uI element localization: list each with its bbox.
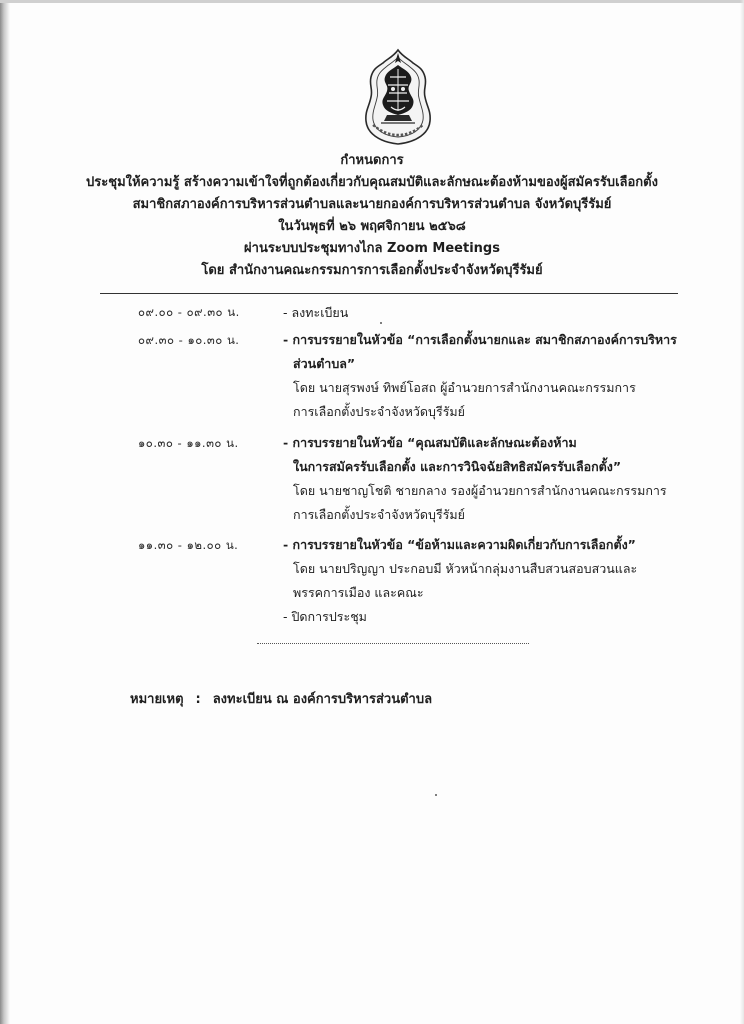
- schedule-item-lecture-2-speaker-cont: การเลือกตั้งประจำจังหวัดบุรีรัมย์: [293, 507, 465, 522]
- meeting-description-line-1: ประชุมให้ความรู้ สร้างความเข้าใจที่ถูกต้องเกี่ยวกับคุณสมบัติและลักษณะต้องห้ามของผู้สมัครรับเลือกตั้ง: [86, 175, 658, 190]
- header-divider: [100, 293, 678, 294]
- schedule-item-closing: - ปิดการประชุม: [283, 609, 367, 624]
- scan-edge-top: [0, 0, 744, 3]
- remark-label: หมายเหตุ: [130, 692, 184, 707]
- meeting-organizer: โดย สำนักงานคณะกรรมการการเลือกตั้งประจำจังหวัดบุรีรัมย์: [201, 263, 543, 278]
- scan-speck: [380, 322, 382, 324]
- schedule-item-registration: - ลงทะเบียน: [283, 305, 349, 320]
- remark-text: ลงทะเบียน ณ องค์การบริหารส่วนตำบล: [212, 692, 433, 707]
- meeting-platform: ผ่านระบบประชุมทางไกล Zoom Meetings: [244, 241, 500, 256]
- schedule-item-lecture-2-topic-cont: ในการสมัครรับเลือกตั้ง และการวินิจฉัยสิทธิสมัครรับเลือกตั้ง”: [293, 459, 622, 474]
- end-dotted-line: [257, 643, 529, 644]
- schedule-item-lecture-3-topic: - การบรรยายในหัวข้อ “ข้อห้ามและความผิดเกี่ยวกับการเลือกตั้ง”: [283, 537, 636, 552]
- schedule-time-2: ๐๙.๓๐ - ๑๐.๓๐ น.: [138, 333, 240, 347]
- schedule-item-lecture-1-speaker: โดย นายสุรพงษ์ ทิพย์โอสถ ผู้อำนวยการสำนักงานคณะกรรมการ: [293, 380, 636, 395]
- schedule-time-3: ๑๐.๓๐ - ๑๑.๓๐ น.: [138, 436, 239, 450]
- election-commission-emblem-logo: [357, 47, 439, 147]
- schedule-item-lecture-2-topic: - การบรรยายในหัวข้อ “คุณสมบัติและลักษณะต้องห้าม: [283, 435, 577, 450]
- schedule-time-1: ๐๙.๐๐ - ๐๙.๓๐ น.: [138, 305, 240, 319]
- document-title: กำหนดการ: [340, 153, 404, 168]
- schedule-item-lecture-2-speaker: โดย นายชาญโชติ ชายกลาง รองผู้อำนวยการสำนักงานคณะกรรมการ: [293, 483, 667, 498]
- schedule-item-lecture-1-topic: - การบรรยายในหัวข้อ “การเลือกตั้งนายกและ สมาชิกสภาองค์การบริหาร: [283, 332, 677, 347]
- meeting-date: ในวันพุธที่ ๒๖ พฤศจิกายน ๒๕๖๘: [278, 219, 466, 234]
- schedule-item-lecture-1-speaker-cont: การเลือกตั้งประจำจังหวัดบุรีรัมย์: [293, 404, 465, 419]
- meeting-description-line-2: สมาชิกสภาองค์การบริหารส่วนตำบลและนายกองค์การบริหารส่วนตำบล จังหวัดบุรีรัมย์: [132, 197, 612, 212]
- schedule-item-lecture-1-topic-cont: ส่วนตำบล”: [293, 356, 356, 371]
- schedule-time-4: ๑๑.๓๐ - ๑๒.๐๐ น.: [138, 538, 239, 552]
- scan-speck: [435, 794, 437, 796]
- schedule-item-lecture-3-speaker: โดย นายปริญญา ประกอบมี หัวหน้ากลุ่มงานสืบสวนสอบสวนและ: [293, 561, 638, 576]
- schedule-item-lecture-3-speaker-cont: พรรคการเมือง และคณะ: [293, 585, 424, 600]
- remark-separator: :: [195, 692, 201, 707]
- remark: [130, 688, 432, 709]
